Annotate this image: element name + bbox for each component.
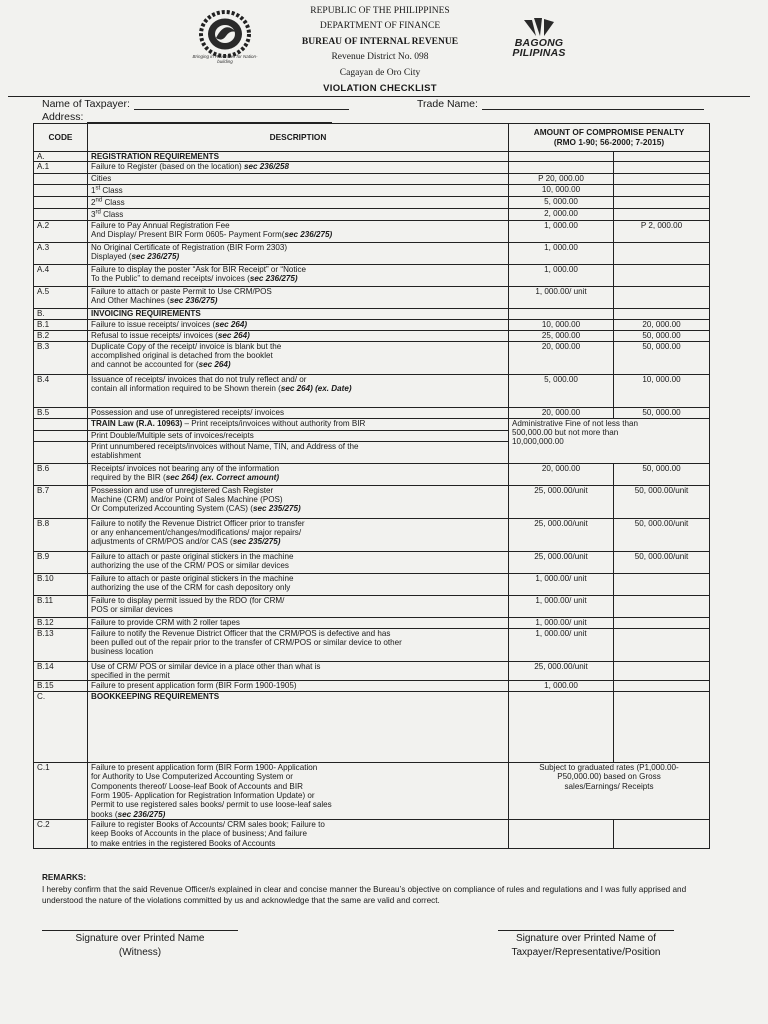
penalty-amount: 25, 000.00/unit bbox=[509, 518, 614, 551]
table-row bbox=[34, 463, 710, 485]
violation-table bbox=[33, 123, 710, 849]
header-line: Cagayan de Oro City bbox=[339, 67, 421, 78]
table-row bbox=[34, 319, 710, 330]
description-text: Failure to Register (based on the location) bbox=[91, 162, 244, 172]
section-reference: sec 264) bbox=[217, 330, 250, 340]
row-description bbox=[88, 819, 509, 848]
row-code bbox=[34, 418, 88, 430]
penalty-amount-alt: 50, 000.00/unit bbox=[614, 551, 710, 573]
row-code bbox=[34, 208, 88, 220]
penalty-amount-alt bbox=[614, 573, 710, 595]
penalty-amount-alt bbox=[614, 819, 710, 848]
table-row bbox=[34, 330, 710, 341]
table-row bbox=[34, 407, 710, 418]
bagong-pilipinas-logo bbox=[508, 16, 570, 68]
document-title: VIOLATION CHECKLIST bbox=[323, 83, 437, 94]
witness-caption-line: (Witness) bbox=[118, 946, 162, 958]
penalty-amount bbox=[509, 162, 614, 174]
penalty-amount-alt bbox=[614, 162, 710, 174]
row-code: B.11 bbox=[34, 595, 88, 617]
description-text: 1st Class bbox=[91, 185, 123, 196]
row-description bbox=[88, 681, 509, 692]
section-reference: sec 264) (ex. Date) bbox=[280, 383, 352, 393]
row-description bbox=[88, 174, 509, 184]
row-code: A.3 bbox=[34, 242, 88, 264]
description-text: Issuance of receipts/ invoices that do not truly reflect and/ or contain all information required to be Shown therein bbox=[91, 374, 307, 393]
amount-header-rmo: (RMO 1-90; 56-2000; 7-2015) bbox=[553, 136, 665, 147]
section-reference: sec 235/275) bbox=[252, 504, 301, 514]
penalty-amount-alt bbox=[614, 184, 710, 196]
header-line: DEPARTMENT OF FINANCE bbox=[319, 21, 441, 32]
penalty-amount-alt bbox=[614, 242, 710, 264]
row-code: B.7 bbox=[34, 485, 88, 518]
header-line: Revenue District No. 098 bbox=[331, 52, 429, 63]
section-reference: sec 264) bbox=[215, 319, 248, 329]
penalty-amount-alt: 50, 000.00 bbox=[614, 330, 710, 341]
table-row bbox=[34, 692, 710, 763]
table-row bbox=[34, 551, 710, 573]
description-text: Print unnumbered receipts/invoices without Name, TIN, and Address of the establishment bbox=[91, 441, 359, 460]
table-row bbox=[34, 152, 710, 162]
remarks-text: I hereby confirm that the said Revenue Officer/s explained in clear and concise manner the Bureau’s objective on compliance of rules and regulations and I was fully apprised and understood the nature of the violations committed by us and acknowledge that the same are valid and correct. bbox=[42, 884, 687, 906]
table-row bbox=[34, 208, 710, 220]
table-row bbox=[34, 763, 710, 820]
penalty-amount: 20, 000.00 bbox=[509, 407, 614, 418]
penalty-amount: P 20, 000.00 bbox=[509, 174, 614, 184]
table-row bbox=[34, 661, 710, 681]
description-text: 3rd Class bbox=[91, 209, 124, 220]
row-code: B.2 bbox=[34, 330, 88, 341]
description-text: REGISTRATION REQUIREMENTS bbox=[91, 152, 220, 161]
penalty-amount: 1, 000.00 bbox=[509, 220, 614, 242]
row-code bbox=[34, 430, 88, 441]
penalty-amount-alt bbox=[614, 264, 710, 286]
row-code: B.10 bbox=[34, 573, 88, 595]
row-code: B.6 bbox=[34, 463, 88, 485]
section-reference: sec 264) bbox=[198, 360, 231, 370]
penalty-amount-alt bbox=[614, 628, 710, 661]
penalty-amount-alt bbox=[614, 308, 710, 319]
description-text: Failure to present application form (BIR Form 1900- Application for Authority to Use Computerized Accounting System or Components thereof/ Loose-leaf Book of Accounts and BIR Form 1905- Application for Registration Information Update) or Permit to use registered sales books/ permit to use loose-leaf sales books bbox=[91, 763, 332, 819]
row-description: Issuance of receipts/ invoices that do not truly reflect and/ or contain all information required to be Shown therein (sec 264) (ex. Date) bbox=[88, 374, 509, 407]
row-description: Failure to attach or paste Permit to Use CRM/POS And Other Machines (sec 236/275) bbox=[88, 286, 509, 308]
penalty-amount-alt bbox=[614, 174, 710, 184]
row-code bbox=[34, 441, 88, 463]
row-description: Failure to Pay Annual Registration Fee And Display/ Present BIR Form 0605- Payment Form(sec 236/275) bbox=[88, 220, 509, 242]
description-text: Possession and use of unregistered receipts/ invoices bbox=[91, 407, 285, 417]
penalty-amount: 5, 000.00 bbox=[509, 374, 614, 407]
penalty-amount: 1, 000.00 bbox=[509, 681, 614, 692]
table-row bbox=[34, 286, 710, 308]
bagong-pilipinas-text: BAGONG bbox=[514, 37, 564, 49]
row-description: Failure to present application form (BIR Form 1900- Application for Authority to Use Computerized Accounting System or Components thereof/ Loose-leaf Book of Accounts and BIR Form 1905- Application for Registration Information Update) or Permit to use registered sales books/ permit to use loose-leaf sales books (sec 236/275) bbox=[88, 763, 509, 820]
penalty-amount: 25, 000.00 bbox=[509, 330, 614, 341]
witness-signature-caption bbox=[42, 932, 238, 959]
penalty-amount-alt: 50, 000.00/unit bbox=[614, 485, 710, 518]
amount-header-title: AMOUNT OF COMPROMISE PENALTY bbox=[533, 127, 685, 138]
row-code: B.8 bbox=[34, 518, 88, 551]
trade-name-label: Trade Name: bbox=[417, 98, 478, 110]
table-row bbox=[34, 374, 710, 407]
remarks-label: REMARKS: bbox=[42, 873, 87, 882]
description-text: INVOICING REQUIREMENTS bbox=[91, 308, 201, 318]
section-reference: sec 236/275) bbox=[131, 251, 180, 261]
row-description bbox=[88, 308, 509, 319]
description-text: Failure to present application form (BIR Form 1900-1905) bbox=[91, 681, 297, 691]
agency-header bbox=[230, 4, 530, 81]
section-reference: sec 236/275) bbox=[169, 295, 218, 305]
penalty-amount: 1, 000.00/ unit bbox=[509, 628, 614, 661]
row-description bbox=[88, 152, 509, 162]
table-row bbox=[34, 595, 710, 617]
table-row bbox=[34, 264, 710, 286]
description-text: Cities bbox=[91, 174, 112, 184]
penalty-amount-alt bbox=[614, 595, 710, 617]
train-law-fine: Administrative Fine of not less than 500,000.00 but not more than 10,000,000.00 bbox=[509, 418, 710, 463]
description-text: Possession and use of unregistered Cash Register Machine (CRM) and/or Point of Sales Machine (POS) Or Computerized Accounting System (CAS) bbox=[91, 485, 283, 514]
penalty-amount: 1, 000.00/ unit bbox=[509, 286, 614, 308]
header-line: BUREAU OF INTERNAL REVENUE bbox=[301, 36, 459, 47]
row-description bbox=[88, 162, 509, 174]
description-text: – Print receipts/invoices without authority from BIR bbox=[182, 418, 366, 428]
address-label: Address: bbox=[42, 111, 84, 123]
penalty-amount-alt bbox=[614, 617, 710, 628]
penalty-amount bbox=[509, 692, 614, 763]
description-text: Refusal to issue receipts/ invoices bbox=[91, 330, 216, 340]
table-row bbox=[34, 184, 710, 196]
row-code: B.1 bbox=[34, 319, 88, 330]
row-description: Duplicate Copy of the receipt/ invoice is blank but the accomplished original is detached from the booklet and cannot be accounted for (sec 264) bbox=[88, 341, 509, 374]
bagong-pilipinas-text: PILIPINAS bbox=[512, 47, 566, 59]
table-row bbox=[34, 681, 710, 692]
penalty-amount: 5, 000.00 bbox=[509, 196, 614, 208]
remarks-section bbox=[42, 872, 722, 907]
description-text: Failure to attach or paste original stickers in the machine authorizing the use of the CRM for cash depository only bbox=[91, 573, 294, 592]
description-text: Failure to issue receipts/ invoices bbox=[91, 319, 213, 329]
row-code: C. bbox=[34, 692, 88, 763]
table-row bbox=[34, 174, 710, 184]
section-reference: sec 236/275) bbox=[284, 229, 333, 239]
row-description: Failure to issue receipts/ invoices (sec 264) bbox=[88, 319, 509, 330]
penalty-amount-alt: 50, 000.00/unit bbox=[614, 518, 710, 551]
penalty-amount: 25, 000.00/unit bbox=[509, 551, 614, 573]
table-row bbox=[34, 617, 710, 628]
penalty-amount-alt: 50, 000.00 bbox=[614, 407, 710, 418]
row-code: A. bbox=[34, 152, 88, 162]
row-description bbox=[88, 628, 509, 661]
table-row bbox=[34, 518, 710, 551]
description-text: Use of CRM/ POS or similar device in a place other than what is specified in the permit bbox=[91, 661, 321, 680]
description-text: Failure to notify the Revenue District Officer that the CRM/POS is defective and has been pulled out of the repair prior to the transfer of CRM/POS or similar device to other business location bbox=[91, 628, 402, 657]
taxpayer-name-label: Name of Taxpayer: bbox=[42, 98, 130, 110]
penalty-amount-alt bbox=[614, 286, 710, 308]
description-text: Failure to attach or paste original stickers in the machine authorizing the use of the CRM/ POS or similar devices bbox=[91, 551, 294, 570]
table-row bbox=[34, 220, 710, 242]
penalty-amount-alt bbox=[614, 208, 710, 220]
row-description bbox=[88, 184, 509, 196]
description-text: Failure to register Books of Accounts/ CRM sales book; Failure to keep Books of Accounts in the place of business; And failure to make entries in the registered Books of Accounts bbox=[91, 819, 325, 848]
description-text: No Original Certificate of Registration (BIR Form 2303) Displayed bbox=[91, 242, 288, 261]
row-description: No Original Certificate of Registration (BIR Form 2303) Displayed (sec 236/275) bbox=[88, 242, 509, 264]
penalty-amount: 20, 000.00 bbox=[509, 463, 614, 485]
penalty-amount-alt: P 2, 000.00 bbox=[614, 220, 710, 242]
row-code: B. bbox=[34, 308, 88, 319]
description-text: Failure to provide CRM with 2 roller tapes bbox=[91, 617, 240, 627]
penalty-amount: 10, 000.00 bbox=[509, 319, 614, 330]
row-description: Receipts/ invoices not bearing any of the information required by the BIR (sec 264) (ex. Correct amount) bbox=[88, 463, 509, 485]
penalty-amount-alt bbox=[614, 661, 710, 681]
row-description: Possession and use of unregistered Cash Register Machine (CRM) and/or Point of Sales Machine (POS) Or Computerized Accounting System (CAS) (sec 235/275) bbox=[88, 485, 509, 518]
description-column-header: DESCRIPTION bbox=[88, 124, 509, 152]
description-text: Print Double/Multiple sets of invoices/receipts bbox=[91, 430, 254, 440]
penalty-amount bbox=[509, 819, 614, 848]
row-code: C.1 bbox=[34, 763, 88, 820]
row-code: B.12 bbox=[34, 617, 88, 628]
table-row bbox=[34, 242, 710, 264]
table-row bbox=[34, 308, 710, 319]
penalty-amount: 2, 000.00 bbox=[509, 208, 614, 220]
table-row bbox=[34, 162, 710, 174]
row-description: Failure to notify the Revenue District Officer prior to transfer or any enhancement/changes/modifications/ major repairs/ adjustments of CRM/POS and/or CAS (sec 235/275) bbox=[88, 518, 509, 551]
row-description: Refusal to issue receipts/ invoices (sec 264) bbox=[88, 330, 509, 341]
table-row bbox=[34, 819, 710, 848]
row-description bbox=[88, 441, 509, 463]
section-reference: sec 235/275) bbox=[232, 537, 281, 547]
row-description bbox=[88, 418, 509, 430]
row-code bbox=[34, 196, 88, 208]
penalty-amount: 1, 000.00/ unit bbox=[509, 573, 614, 595]
row-code: B.4 bbox=[34, 374, 88, 407]
penalty-amount: 1, 000.00 bbox=[509, 242, 614, 264]
penalty-amount-alt: 50, 000.00 bbox=[614, 341, 710, 374]
description-text: Duplicate Copy of the receipt/ invoice is blank but the accomplished original is detached from the booklet and cannot be accounted for bbox=[91, 341, 282, 370]
penalty-amount-alt bbox=[614, 196, 710, 208]
trade-name-field bbox=[417, 98, 704, 110]
header-line: REPUBLIC OF THE PHILIPPINES bbox=[310, 6, 450, 16]
taxpayer-name-field bbox=[42, 98, 349, 110]
table-row bbox=[34, 628, 710, 661]
section-reference: sec 236/275) bbox=[117, 809, 166, 819]
taxpayer-caption-line: Taxpayer/Representative/Position bbox=[511, 946, 661, 958]
row-code: B.13 bbox=[34, 628, 88, 661]
penalty-amount-alt: 20, 000.00 bbox=[614, 319, 710, 330]
penalty-amount-alt bbox=[614, 681, 710, 692]
row-code: B.3 bbox=[34, 341, 88, 374]
table-row bbox=[34, 485, 710, 518]
row-code: B.14 bbox=[34, 661, 88, 681]
penalty-amount: 10, 000.00 bbox=[509, 184, 614, 196]
penalty-amount-alt: 10, 000.00 bbox=[614, 374, 710, 407]
row-code: A.2 bbox=[34, 220, 88, 242]
description-text: Failure to display the poster “Ask for BIR Receipt” or “Notice To the Public” to demand receipts/ invoices bbox=[91, 264, 307, 283]
table-row bbox=[34, 341, 710, 374]
row-description bbox=[88, 692, 509, 763]
penalty-amount bbox=[509, 152, 614, 162]
row-code: A.5 bbox=[34, 286, 88, 308]
row-code: C.2 bbox=[34, 819, 88, 848]
train-law-label: TRAIN Law (R.A. 10963) bbox=[91, 418, 183, 428]
bir-logo-tagline: Bringing in Revenues for Nation-building bbox=[192, 54, 258, 64]
row-code: B.9 bbox=[34, 551, 88, 573]
violation-table-body bbox=[34, 152, 710, 849]
row-code bbox=[34, 174, 88, 184]
row-description bbox=[88, 617, 509, 628]
address-field bbox=[42, 111, 332, 123]
description-text: Receipts/ invoices not bearing any of the information required by the BIR bbox=[91, 463, 280, 482]
penalty-amount-alt bbox=[614, 692, 710, 763]
description-text: Failure to notify the Revenue District Officer prior to transfer or any enhancement/changes/modifications/ major repairs/ adjustments of CRM/POS and/or CAS bbox=[91, 518, 305, 547]
table-row bbox=[34, 573, 710, 595]
amount-column-header bbox=[509, 124, 710, 152]
section-reference: sec 264) (ex. Correct amount) bbox=[165, 472, 280, 482]
penalty-amount: 25, 000.00/unit bbox=[509, 661, 614, 681]
penalty-amount: 25, 000.00/unit bbox=[509, 485, 614, 518]
row-code bbox=[34, 184, 88, 196]
address-line[interactable] bbox=[87, 112, 332, 123]
row-code: A.4 bbox=[34, 264, 88, 286]
description-text: 2nd Class bbox=[91, 197, 125, 208]
row-code: B.15 bbox=[34, 681, 88, 692]
penalty-amount: 1, 000.00/ unit bbox=[509, 617, 614, 628]
description-text: Failure to display permit issued by the RDO (for CRM/ POS or similar devices bbox=[91, 595, 285, 614]
graduated-rates-amount: Subject to graduated rates (P1,000.00- P50,000.00) based on Gross sales/Earnings/ Receipts bbox=[509, 763, 710, 820]
penalty-amount-alt: 50, 000.00 bbox=[614, 463, 710, 485]
taxpayer-name-line[interactable] bbox=[134, 99, 349, 110]
row-description bbox=[88, 661, 509, 681]
witness-caption-line: Signature over Printed Name bbox=[75, 933, 205, 944]
row-description bbox=[88, 208, 509, 220]
row-description bbox=[88, 573, 509, 595]
taxpayer-signature-line[interactable] bbox=[498, 930, 674, 931]
header-divider bbox=[8, 96, 750, 97]
row-code: A.1 bbox=[34, 162, 88, 174]
section-reference: sec 236/258 bbox=[243, 162, 289, 172]
description-text: Failure to Pay Annual Registration Fee And Display/ Present BIR Form 0605- Payment Form bbox=[91, 220, 282, 239]
row-description bbox=[88, 196, 509, 208]
penalty-amount-alt bbox=[614, 152, 710, 162]
taxpayer-caption-line: Signature over Printed Name of bbox=[515, 933, 657, 944]
trade-name-line[interactable] bbox=[482, 99, 704, 110]
row-code: B.5 bbox=[34, 407, 88, 418]
row-description bbox=[88, 407, 509, 418]
description-text: Failure to attach or paste Permit to Use CRM/POS And Other Machines bbox=[91, 286, 272, 305]
table-row bbox=[34, 418, 710, 430]
code-column-header: CODE bbox=[34, 124, 88, 152]
row-description bbox=[88, 595, 509, 617]
taxpayer-signature-caption bbox=[476, 932, 696, 959]
row-description: Failure to display the poster “Ask for BIR Receipt” or “Notice To the Public” to demand receipts/ invoices (sec 236/275) bbox=[88, 264, 509, 286]
penalty-amount bbox=[509, 308, 614, 319]
row-description bbox=[88, 430, 509, 441]
section-reference: sec 236/275) bbox=[249, 273, 298, 283]
row-description bbox=[88, 551, 509, 573]
penalty-amount: 20, 000.00 bbox=[509, 341, 614, 374]
witness-signature-line[interactable] bbox=[42, 930, 238, 931]
table-row bbox=[34, 196, 710, 208]
penalty-amount: 1, 000.00/ unit bbox=[509, 595, 614, 617]
penalty-amount: 1, 000.00 bbox=[509, 264, 614, 286]
description-text: BOOKKEEPING REQUIREMENTS bbox=[91, 692, 220, 702]
